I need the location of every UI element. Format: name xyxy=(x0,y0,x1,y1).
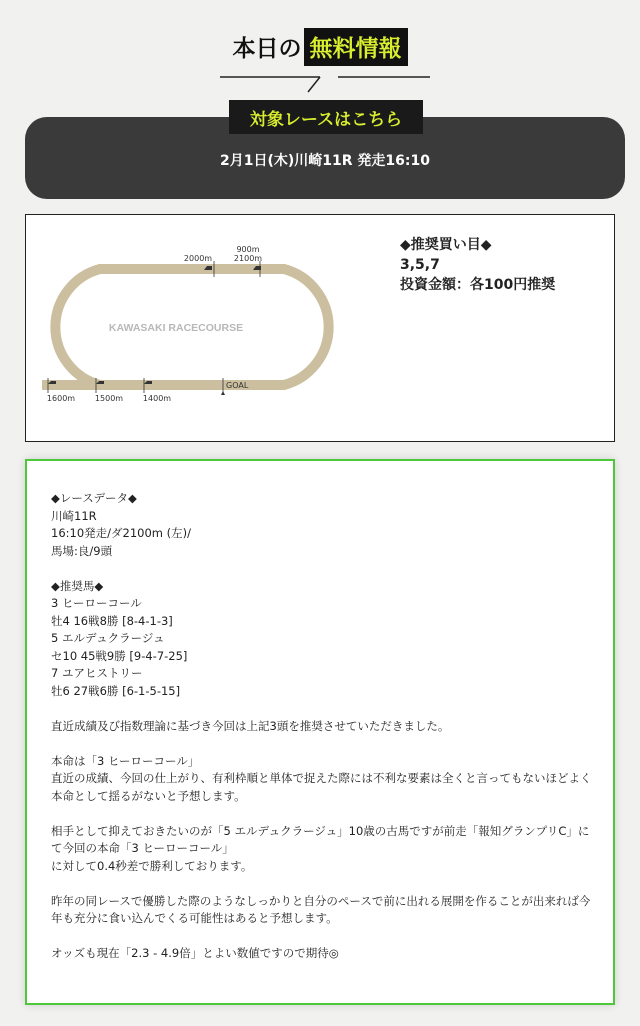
analysis-paragraph-3b: に対して0.4秒差で勝利しております。 xyxy=(51,858,253,873)
analysis-paragraph-3a: 相手として抑えておきたいのが「5 エルデュクラージュ」10歳の古馬ですが前走「報知グランプリC」にて今回の本命「3 ヒーローコール」 xyxy=(51,823,590,855)
race-data-text xyxy=(51,490,599,963)
course-panel xyxy=(25,214,615,442)
analysis-paragraph-1: 直近成績及び指数理論に基づき今回は上記3頭を推奨させていただきました。 xyxy=(51,718,450,733)
analysis-paragraph-2b: 直近の成績、今回の仕上がり、有利枠順と単体で捉えた際には不利な要素は全くと言ってもないほどよく本命として揺るがないと予想します。 xyxy=(51,771,592,803)
horse-3-record: 牡6 27戦6勝 [6-1-5-15] xyxy=(51,683,181,698)
analysis-paragraph-4: 昨年の同レースで優勝した際のようなしっかりと自分のペースで前に出れる展開を作ることが出来れば今年も充分に食い込んでくる可能性はあると予想します。 xyxy=(51,893,591,925)
marker-900: 900m xyxy=(236,245,260,254)
marker-1500: 1500m xyxy=(94,394,124,403)
marker-2100: 2100m xyxy=(233,254,263,263)
title-highlight: 無料情報 xyxy=(304,28,408,66)
race-data-start: 16:10発走/ダ2100m (左)/ xyxy=(51,526,191,540)
race-info-text: 2月1日(木)川崎11R 発走16:10 xyxy=(220,153,430,169)
race-data-heading: ◆レースデータ◆ xyxy=(51,491,137,505)
race-data-condition: 馬場:良/9頭 xyxy=(51,543,113,558)
race-data-race: 川崎11R xyxy=(51,508,97,523)
recommendation-heading: ◆推奨買い目◆ xyxy=(400,237,492,253)
goal-arrow-icon xyxy=(221,391,225,395)
marker-1600: 1600m xyxy=(46,394,76,403)
marker-goal: GOAL xyxy=(226,381,249,390)
race-tag: 対象レースはこちら xyxy=(229,100,423,134)
marker-2000: 2000m xyxy=(183,254,213,263)
horse-1-name: 3 ヒーローコール xyxy=(51,596,142,610)
recommendation xyxy=(400,235,555,295)
recommendation-amount: 投資金額：各100円推奨 xyxy=(400,277,556,293)
horse-2-name: 5 エルデュクラージュ xyxy=(51,631,165,645)
horses-heading: ◆推奨馬◆ xyxy=(51,578,104,593)
marker-1400: 1400m xyxy=(142,394,172,403)
title-prefix: 本日の xyxy=(232,36,302,62)
recommendation-numbers: 3,5,7 xyxy=(400,257,440,273)
horse-3-name: 7 ユアヒストリー xyxy=(51,666,143,680)
title-underline xyxy=(220,60,430,100)
course-map xyxy=(26,215,366,441)
race-data-panel xyxy=(25,459,615,1005)
horse-1-record: 牡4 16戦8勝 [8-4-1-3] xyxy=(51,613,173,628)
analysis-paragraph-5: オッズも現在「2.3 - 4.9倍」とよい数値ですので期待◎ xyxy=(51,946,339,960)
horse-2-record: セ10 45戦9勝 [9-4-7-25] xyxy=(51,648,188,663)
track-name: KAWASAKI RACECOURSE xyxy=(108,322,244,334)
analysis-paragraph-2a: 本命は「3 ヒーローコール」 xyxy=(51,753,200,768)
